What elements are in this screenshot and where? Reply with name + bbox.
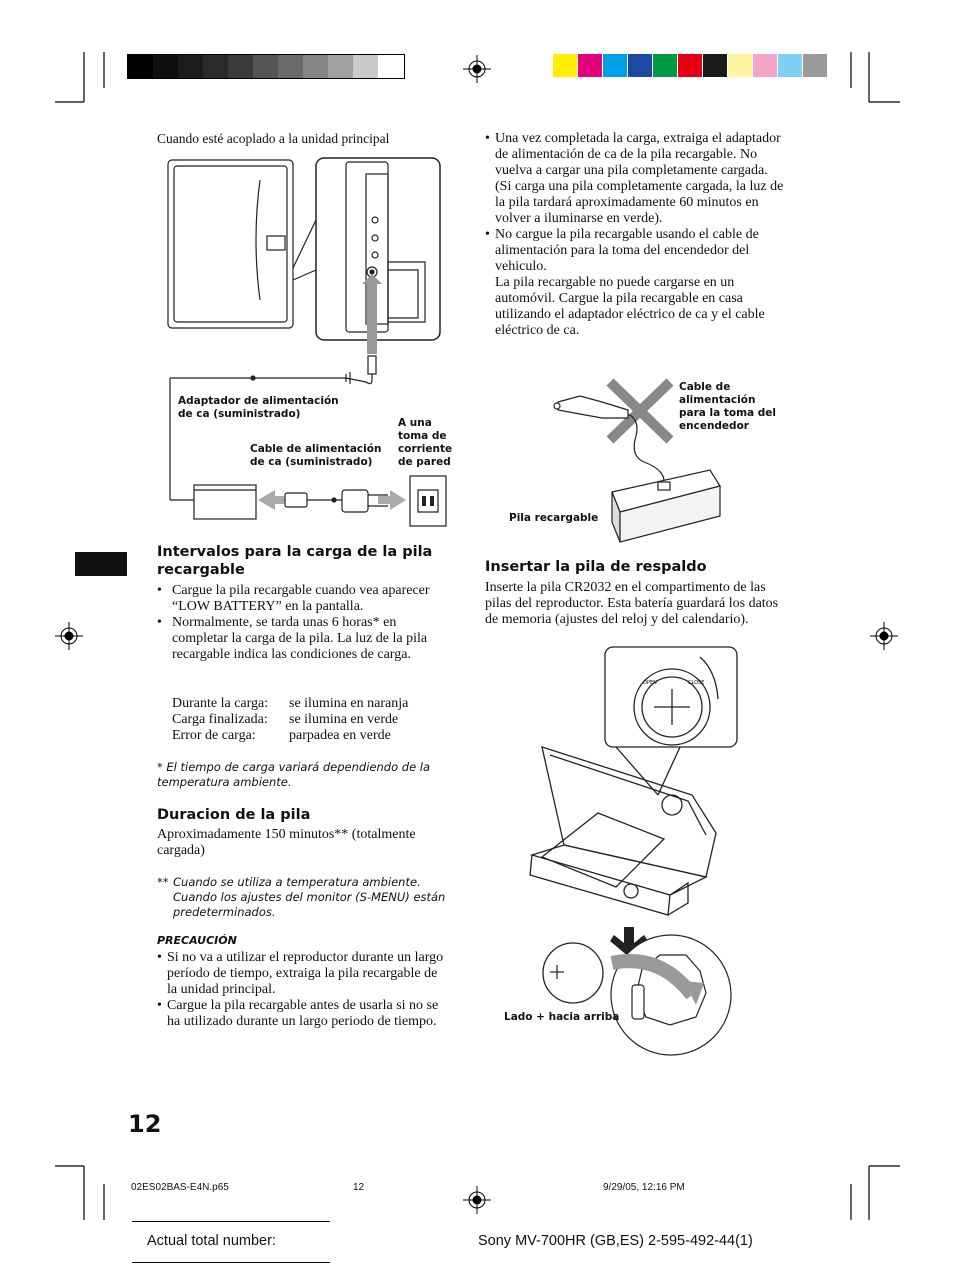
charge-notes-list — [485, 131, 785, 339]
charging-diagram — [160, 150, 460, 530]
charging-state-label: Error de carga: — [172, 728, 256, 743]
charging-states — [172, 696, 462, 744]
adapter-label: Adaptador de alimentación de ca (suministrado) — [178, 395, 339, 420]
charging-state-value: parpadea en verde — [289, 728, 391, 743]
charging-state-label: Carga finalizada: — [172, 712, 268, 727]
plus-side-label: Lado + hacia arriba — [504, 1011, 620, 1023]
color-swatch — [703, 54, 727, 77]
outlet-label: A una toma de corriente de pared — [398, 417, 453, 468]
charging-bullet-2: • Normalmente, se tarda unas 6 horas* en completar la carga de la pila. La luz de la pila recargable indica las condiciones de carga. — [157, 615, 447, 663]
caution-bullet-1: • Si no va a utilizar el reproductor durante un largo período de tiempo, extraiga la pila recargable de la unidad principal. — [157, 950, 449, 998]
registration-mark-left — [55, 622, 83, 650]
color-swatch — [553, 54, 577, 77]
color-swatch — [778, 54, 802, 77]
color-swatch — [653, 54, 677, 77]
charging-state-label: Durante la carga: — [172, 696, 269, 711]
car-cable-label: Cable de alimentación para la toma del encendedor — [679, 381, 777, 432]
gray-swatch — [178, 55, 203, 78]
gray-swatch — [253, 55, 278, 78]
gray-swatch — [153, 55, 178, 78]
battery-label: Pila recargable — [509, 512, 599, 524]
duration-title: Duracion de la pila — [157, 807, 311, 823]
close-label: CLOSE — [688, 680, 705, 686]
duration-footnote: Cuando se utiliza a temperatura ambiente. Cuando los ajustes del monitor (S-MENU) están predeterminados. — [173, 875, 446, 919]
section-tab — [75, 552, 127, 576]
registration-mark-top — [463, 55, 491, 83]
caution-list — [157, 950, 449, 1030]
figure-caption: Cuando esté acoplado a la unidad principal — [157, 131, 390, 146]
grayscale-bar — [127, 54, 405, 79]
backup-battery-diagram — [520, 645, 760, 1065]
gray-swatch — [303, 55, 328, 78]
charging-footnote: * El tiempo de carga variará dependiendo de la temperatura ambiente. — [157, 760, 431, 789]
gray-swatch — [228, 55, 253, 78]
caution-bullet-2: • Cargue la pila recargable antes de usarla si no se ha utilizado durante un largo periodo de tiempo. — [157, 998, 449, 1030]
charging-state-value: se ilumina en verde — [289, 712, 399, 727]
backup-title: Insertar la pila de respaldo — [485, 559, 707, 575]
color-bar — [553, 54, 827, 77]
charging-state-row — [172, 728, 462, 744]
gray-swatch — [353, 55, 378, 78]
charge-note-2-text: No cargue la pila recargable usando el cable de alimentación para la toma del encendedor del vehiculo. — [495, 227, 759, 274]
charge-note-2-cont: La pila recargable no puede cargarse en un automóvil. Cargue la pila recargable en casa utilizando el adaptador eléctrico de ca y el cable eléctrico de ca. — [495, 275, 765, 338]
gray-swatch — [378, 55, 403, 78]
footer-rule-bottom — [132, 1262, 330, 1263]
registration-mark-bottom — [463, 1186, 491, 1214]
backup-text: Inserte la pila CR2032 en el compartimento de las pilas del reproductor. Esta batería guardará los datos de memoria (ajustes del reloj y del calendario). — [485, 580, 779, 627]
gray-swatch — [328, 55, 353, 78]
charge-note-1: • Una vez completada la carga, extraiga el adaptador de alimentación de ca de la pila recargable. No vuelva a cargar una pila completamente cargada. (Si carga una pila completamente cargada, la luz de la pila tardará aproximadamente 60 minutos en volver a iluminarse en verde). — [485, 131, 785, 227]
color-swatch — [628, 54, 652, 77]
charging-state-row — [172, 696, 462, 712]
gray-swatch — [278, 55, 303, 78]
color-swatch — [603, 54, 627, 77]
color-swatch — [678, 54, 702, 77]
charging-bullet-1: • Cargue la pila recargable cuando vea aparecer “LOW BATTERY” en la pantalla. — [157, 583, 447, 615]
footer-file: 02ES02BAS-E4N.p65 — [131, 1182, 229, 1193]
charging-state-value: se ilumina en naranja — [289, 696, 409, 711]
footer-actual: Actual total number: — [147, 1233, 276, 1249]
color-swatch — [728, 54, 752, 77]
charging-state-row — [172, 712, 462, 728]
footer-date: 9/29/05, 12:16 PM — [603, 1182, 685, 1193]
gray-swatch — [203, 55, 228, 78]
caution-title: PRECAUCIÓN — [157, 934, 237, 947]
color-swatch — [803, 54, 827, 77]
charging-list — [157, 583, 447, 663]
charging-title: Intervalos para la carga de la pila recargable — [157, 544, 433, 578]
page-number: 12 — [128, 1110, 162, 1138]
duration-text: Aproximadamente 150 minutos** (totalmente cargada) — [157, 827, 416, 858]
duration-footnote-block — [157, 875, 447, 920]
gray-swatch — [128, 55, 153, 78]
footer-page: 12 — [353, 1182, 365, 1193]
footer-rule-top — [132, 1221, 330, 1222]
footer-model: Sony MV-700HR (GB,ES) 2-595-492-44(1) — [478, 1233, 753, 1249]
color-swatch — [753, 54, 777, 77]
cable-label: Cable de alimentación de ca (suministrado) — [250, 443, 382, 468]
open-label: OPEN — [643, 680, 657, 686]
registration-mark-right — [870, 622, 898, 650]
color-swatch — [578, 54, 602, 77]
duration-footnote-mark: ** — [157, 875, 169, 889]
charge-note-2 — [485, 227, 785, 339]
